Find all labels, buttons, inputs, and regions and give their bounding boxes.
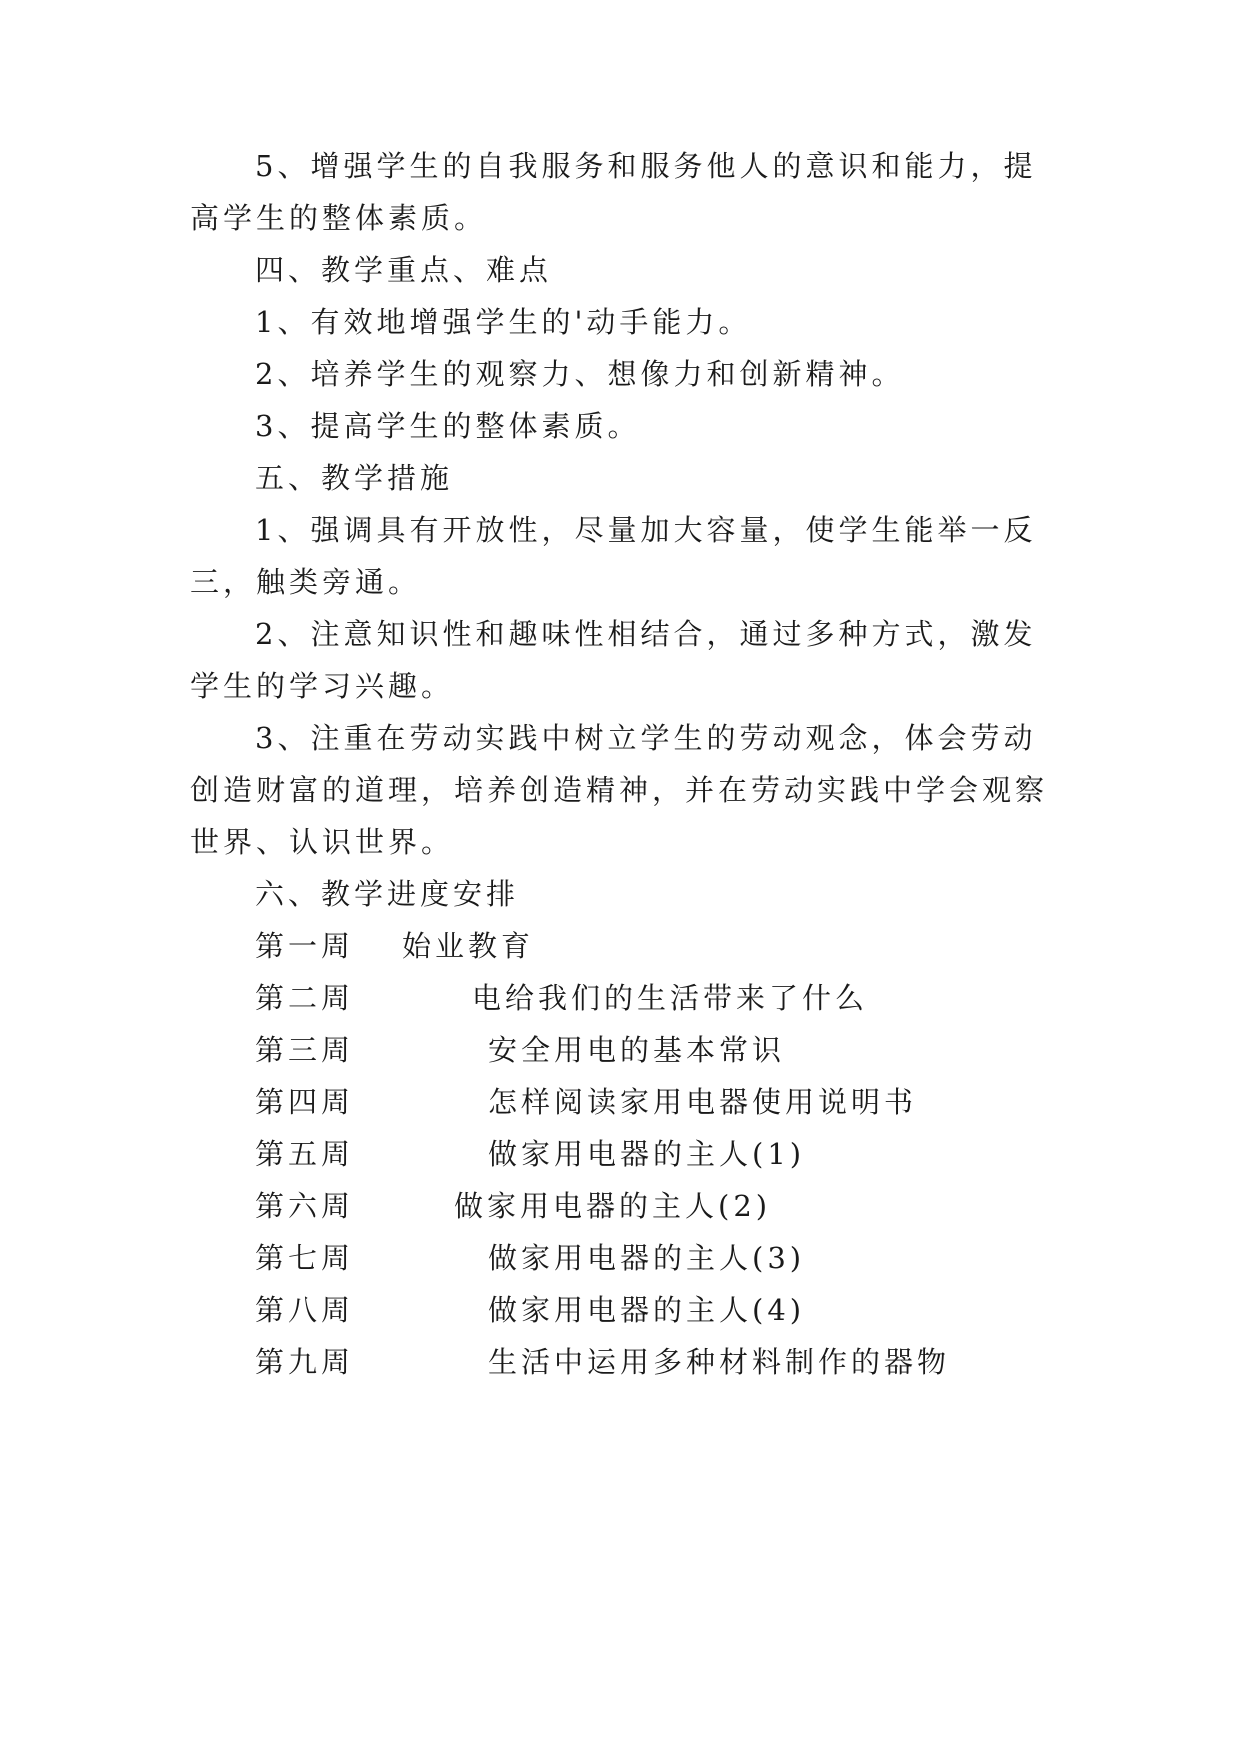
schedule-week: 第九周 (255, 1345, 355, 1379)
schedule-week: 第七周 (255, 1241, 355, 1275)
section-heading: 六、教学进度安排 (255, 877, 520, 911)
schedule-topic: 怎样阅读家用电器使用说明书 (488, 1085, 918, 1119)
paragraph-line: 高学生的整体素质。 (190, 201, 488, 235)
schedule-topic: 做家用电器的主人(2) (454, 1189, 772, 1223)
paragraph-line: 2、注意知识性和趣味性相结合，通过多种方式，激发 (255, 617, 1037, 651)
schedule-week: 第八周 (255, 1293, 355, 1327)
schedule-week: 第六周 (255, 1189, 355, 1223)
schedule-topic: 做家用电器的主人(3) (488, 1241, 806, 1275)
schedule-topic: 始业教育 (402, 929, 535, 963)
paragraph-line: 2、培养学生的观察力、想像力和创新精神。 (255, 357, 905, 391)
schedule-week: 第二周 (255, 981, 355, 1015)
schedule-topic: 电给我们的生活带来了什么 (472, 981, 869, 1015)
schedule-topic: 生活中运用多种材料制作的器物 (488, 1345, 951, 1379)
paragraph-line: 1、强调具有开放性，尽量加大容量，使学生能举一反 (255, 513, 1037, 547)
paragraph-line: 5、增强学生的自我服务和服务他人的意识和能力，提 (255, 149, 1037, 183)
paragraph-line: 三，触类旁通。 (190, 565, 422, 599)
paragraph-line: 世界、认识世界。 (190, 825, 455, 859)
schedule-week: 第一周 (255, 929, 355, 963)
section-heading: 五、教学措施 (255, 461, 454, 495)
section-heading: 四、教学重点、难点 (255, 253, 553, 287)
paragraph-line: 3、注重在劳动实践中树立学生的劳动观念，体会劳动 (255, 721, 1037, 755)
paragraph-line: 3、提高学生的整体素质。 (255, 409, 641, 443)
paragraph-line: 学生的学习兴趣。 (190, 669, 455, 703)
schedule-topic: 安全用电的基本常识 (488, 1033, 786, 1067)
schedule-week: 第五周 (255, 1137, 355, 1171)
paragraph-line: 1、有效地增强学生的'动手能力。 (255, 305, 752, 339)
schedule-topic: 做家用电器的主人(1) (488, 1137, 806, 1171)
schedule-week: 第四周 (255, 1085, 355, 1119)
paragraph-line: 创造财富的道理，培养创造精神，并在劳动实践中学会观察 (190, 773, 1049, 807)
schedule-week: 第三周 (255, 1033, 355, 1067)
schedule-topic: 做家用电器的主人(4) (488, 1293, 806, 1327)
